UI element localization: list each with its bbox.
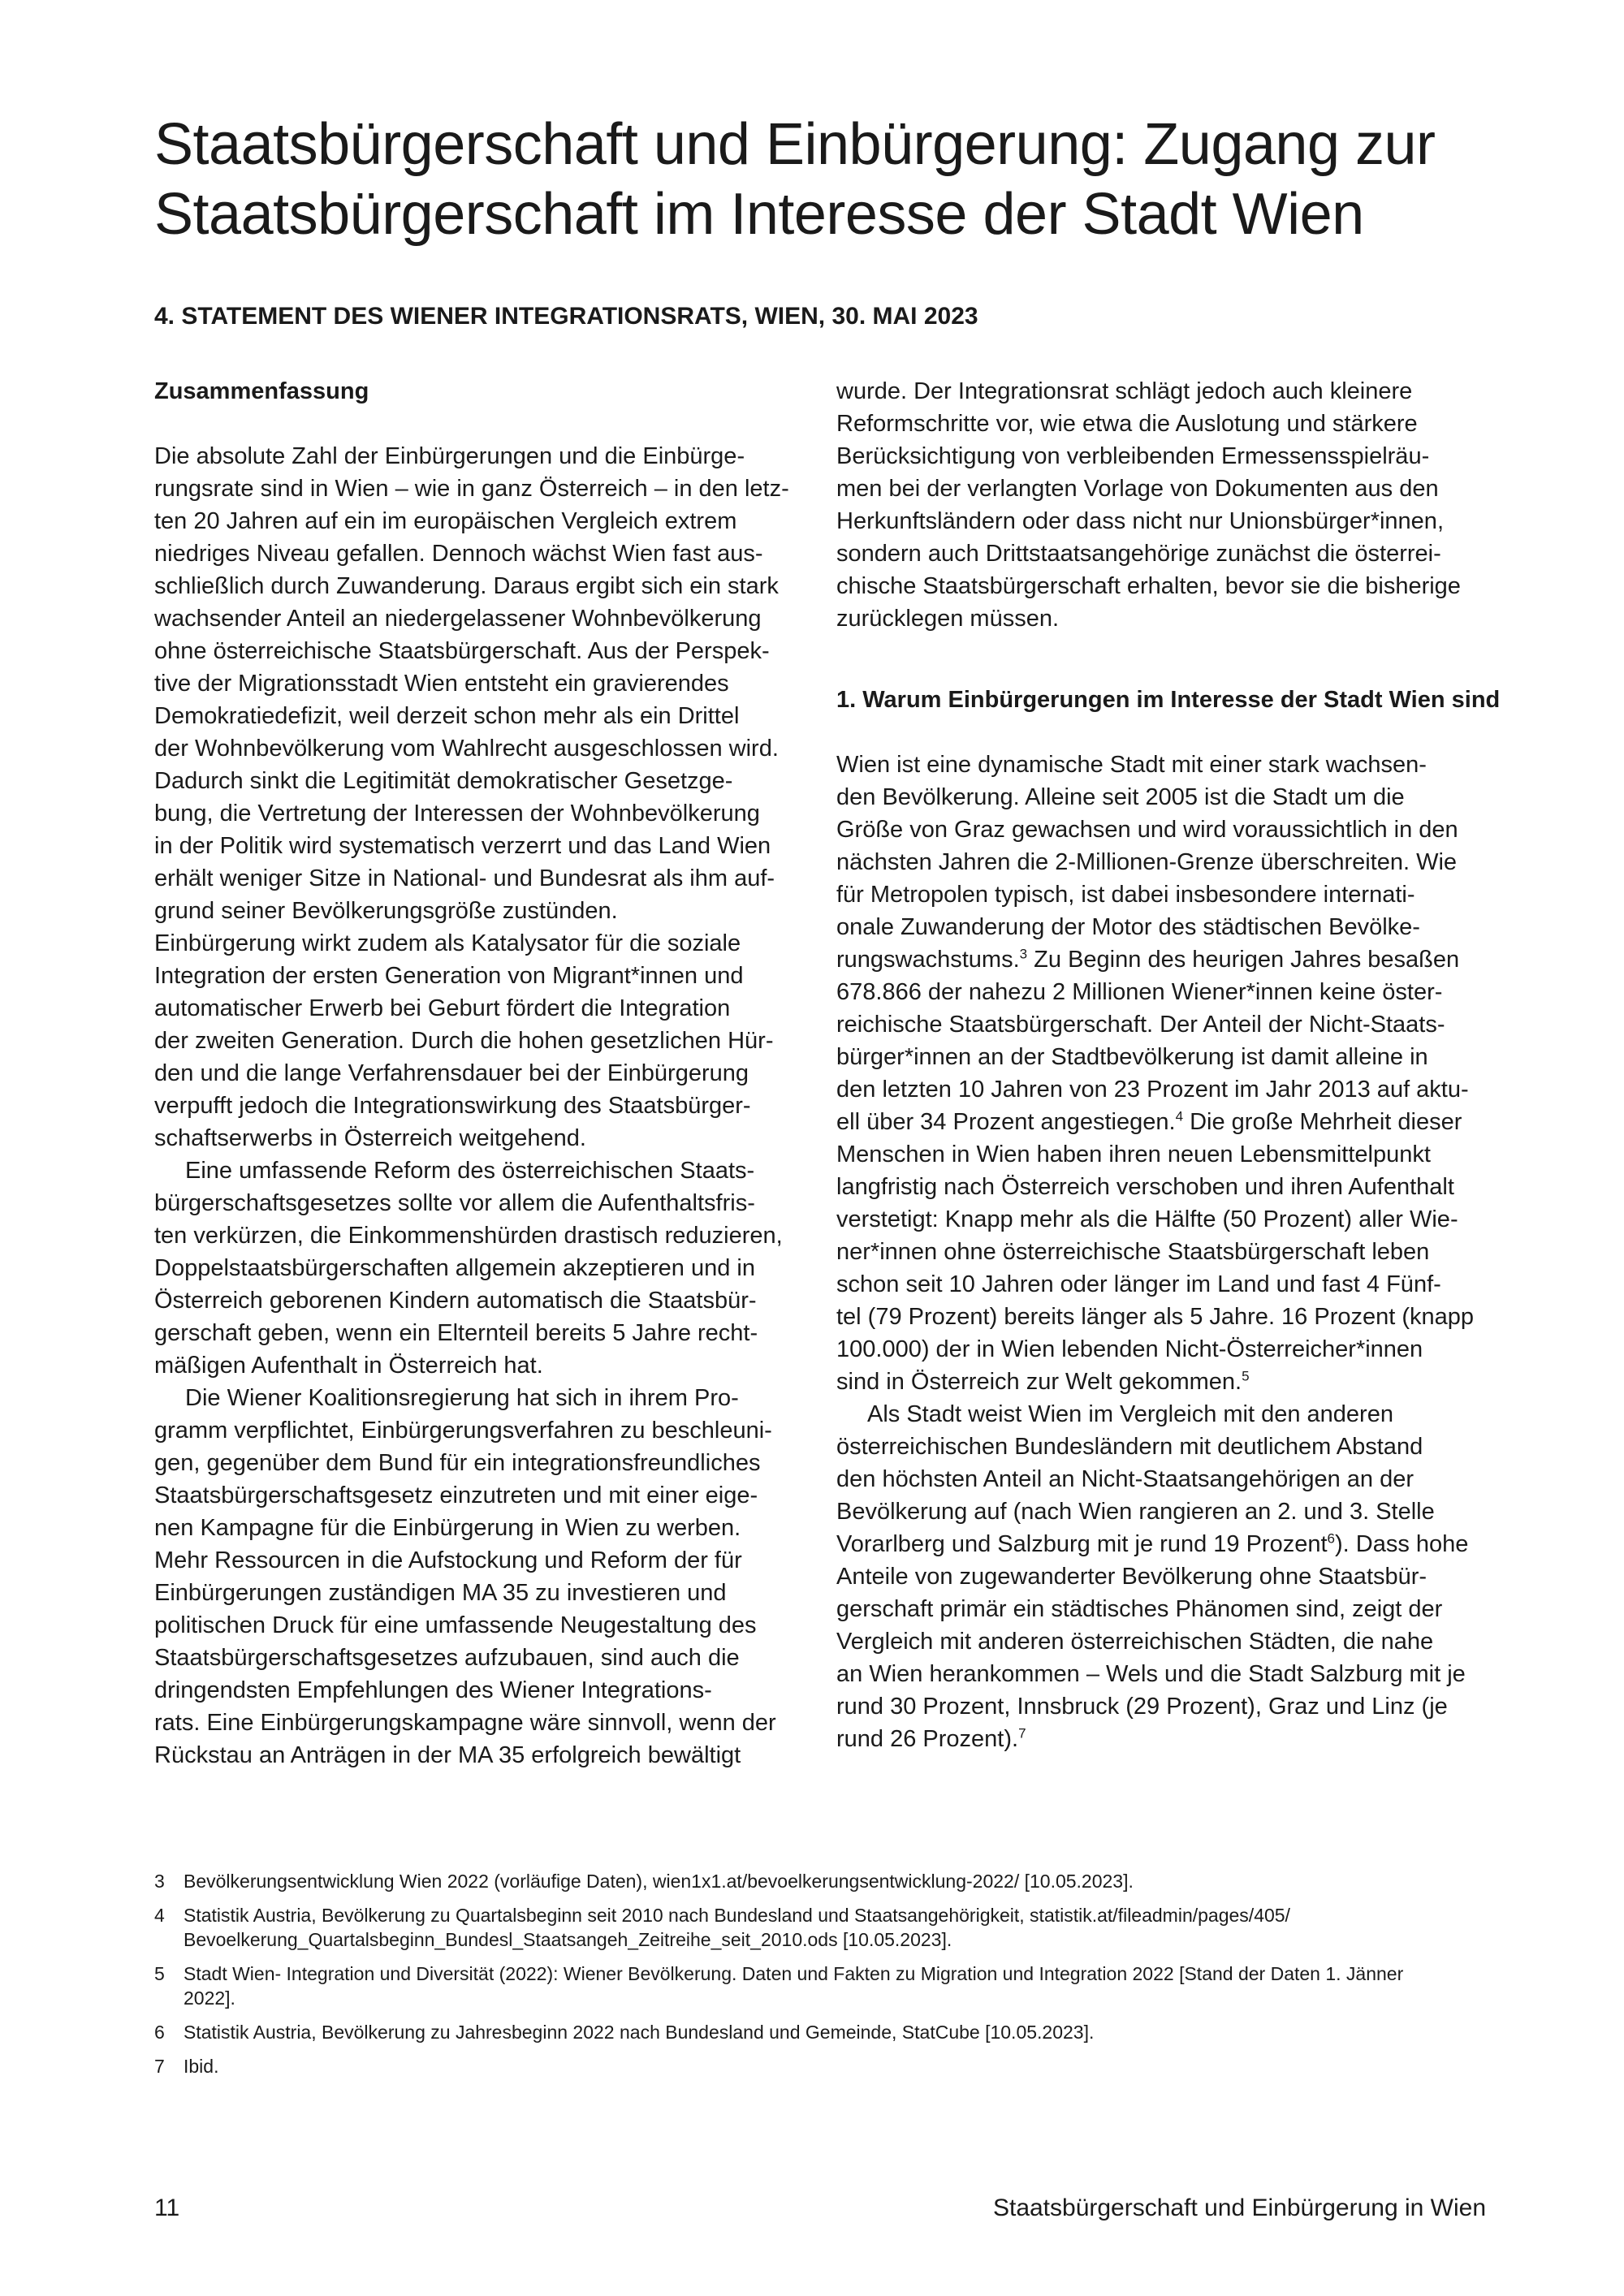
text-line: wurde. Der Integrationsrat schlägt jedoch auch kleinere: [836, 378, 1413, 404]
text-line: gramm verpflichtet, Einbürgerungsverfahren zu beschleuni-: [154, 1418, 772, 1444]
footnote-text: Ibid.: [184, 2056, 219, 2077]
text-line: schon seit 10 Jahren oder länger im Land und fast 4 Fünf-: [836, 1271, 1441, 1297]
footnote-number: 3: [154, 1871, 165, 1892]
text-line: in der Politik wird systematisch verzerrt und das Land Wien: [154, 833, 771, 859]
section-1-paragraph-1: [836, 749, 1502, 1398]
title-line: Staatsbürgerschaft und Einbürgerung: Zugang zur: [154, 112, 1436, 177]
text-line: Die Wiener Koalitionsregierung hat sich in ihrem Pro-: [185, 1385, 739, 1411]
text-line: reichische Staatsbürgerschaft. Der Anteil der Nicht-Staats-: [836, 1012, 1445, 1038]
text-line: zurücklegen müssen.: [836, 606, 1060, 632]
footnote-number: 6: [154, 2022, 165, 2043]
text-line: wachsender Anteil an niedergelassener Wohnbevölkerung: [154, 606, 762, 632]
text-line: Die absolute Zahl der Einbürgerungen und die Einbürge-: [154, 443, 745, 469]
text-line: rats. Eine Einbürgerungskampagne wäre sinnvoll, wenn der: [154, 1710, 776, 1736]
text-line: an Wien herankommen – Wels und die Stadt Salzburg mit je: [836, 1661, 1466, 1687]
text-line: bürger*innen an der Stadtbevölkerung ist damit alleine in: [836, 1044, 1428, 1070]
summary-paragraph-3: [154, 1382, 820, 1772]
footnote-text: Statistik Austria, Bevölkerung zu Quartalsbeginn seit 2010 nach Bundesland und Staatsangehörigkeit, statistik.at/fileadmin/pages/405/: [184, 1905, 1290, 1926]
title-line: Staatsbürgerschaft im Interesse der Stadt Wien: [154, 182, 1364, 247]
text-line: rund 26 Prozent).$^7$: [836, 1725, 1026, 1752]
text-line: gerschaft primär ein städtisches Phänomen sind, zeigt der: [836, 1596, 1443, 1622]
text-line: grund seiner Bevölkerungsgröße zustünden.: [154, 898, 618, 924]
footnote-text: Bevölkerungsentwicklung Wien 2022 (vorläufige Daten), wien1x1.at/bevoelkerungsentwicklung-2022/ [10.05.2023].: [184, 1871, 1134, 1892]
footnote-number: 7: [154, 2056, 165, 2077]
text-line: Rückstau an Anträgen in der MA 35 erfolgreich bewältigt: [154, 1742, 741, 1768]
text-line: nächsten Jahren die 2-Millionen-Grenze überschreiten. Wie: [836, 849, 1458, 875]
page-number: 11: [154, 2195, 180, 2221]
text-line: der Wohnbevölkerung vom Wahlrecht ausgeschlossen wird.: [154, 736, 779, 762]
text-line: automatischer Erwerb bei Geburt fördert die Integration: [154, 995, 731, 1021]
footnote-text: 2022].: [184, 1987, 235, 2009]
text-line: bung, die Vertretung der Interessen der Wohnbevölkerung: [154, 801, 760, 826]
text-line: ell über 34 Prozent angestiegen.$^4$ Die große Mehrheit dieser: [836, 1108, 1462, 1135]
text-line: men bei der verlangten Vorlage von Dokumenten aus den: [836, 476, 1439, 502]
text-line: den Bevölkerung. Alleine seit 2005 ist die Stadt um die: [836, 784, 1405, 810]
text-line: tive der Migrationsstadt Wien entsteht ein gravierendes: [154, 671, 729, 697]
footnotes: [154, 1869, 1486, 2088]
text-line: sind in Österreich zur Welt gekommen.$^5$: [836, 1368, 1250, 1395]
text-line: niedriges Niveau gefallen. Dennoch wächst Wien fast aus-: [154, 541, 763, 567]
text-line: sondern auch Drittstaatsangehörige zunächst die österrei-: [836, 541, 1441, 567]
text-line: gerschaft geben, wenn ein Elternteil bereits 5 Jahre recht-: [154, 1320, 758, 1346]
footnote-ref-5[interactable]: 5: [1242, 1368, 1250, 1384]
text-line: verpufft jedoch die Integrationswirkung des Staatsbürger-: [154, 1093, 751, 1119]
text-line: Wien ist eine dynamische Stadt mit einer stark wachsen-: [836, 752, 1427, 778]
text-line: Integration der ersten Generation von Migrant*innen und: [154, 963, 744, 989]
running-title: Staatsbürgerschaft und Einbürgerung in Wien: [992, 2195, 1486, 2221]
footnote-ref-3[interactable]: 3: [1019, 946, 1028, 962]
text-line: Größe von Graz gewachsen und wird voraussichtlich in den: [836, 817, 1458, 843]
text-line: Herkunftsländern oder dass nicht nur Unionsbürger*innen,: [836, 508, 1444, 534]
text-line: langfristig nach Österreich verschoben und ihren Aufenthalt: [836, 1174, 1454, 1200]
footnote: [154, 1869, 1486, 1893]
text-line: 100.000) der in Wien lebenden Nicht-Österreicher*innen: [836, 1336, 1423, 1362]
text-line: Mehr Ressourcen in die Aufstockung und Reform der für: [154, 1547, 742, 1573]
text-line: ohne österreichische Staatsbürgerschaft. Aus der Perspek-: [154, 638, 770, 664]
text-line: Bevölkerung auf (nach Wien rangieren an 2. und 3. Stelle: [836, 1499, 1435, 1525]
footnote-number: 5: [154, 1963, 165, 1984]
text-line: verstetigt: Knapp mehr als die Hälfte (50 Prozent) aller Wie-: [836, 1206, 1458, 1232]
section-heading-summary: Zusammenfassung: [154, 378, 369, 404]
right-column: [836, 375, 1502, 1755]
text-line: schaftserwerbs in Österreich weitgehend.: [154, 1125, 586, 1151]
text-line: rungswachstums.$^3$ Zu Beginn des heurigen Jahres besaßen: [836, 946, 1460, 973]
text-line: dringendsten Empfehlungen des Wiener Integrations-: [154, 1677, 712, 1703]
text-line: erhält weniger Sitze in National- und Bundesrat als ihm auf-: [154, 865, 775, 891]
text-line: Demokratiedefizit, weil derzeit schon mehr als ein Drittel: [154, 703, 740, 729]
text-line: Menschen in Wien haben ihren neuen Lebensmittelpunkt: [836, 1142, 1431, 1167]
footnote: [154, 2020, 1486, 2044]
text-line: den höchsten Anteil an Nicht-Staatsangehörigen an der: [836, 1466, 1414, 1492]
text-line: ten 20 Jahren auf ein im europäischen Vergleich extrem: [154, 508, 737, 534]
left-column: [154, 375, 820, 1772]
text-line: rungsrate sind in Wien – wie in ganz Österreich – in den letz-: [154, 476, 789, 502]
text-line: rund 30 Prozent, Innsbruck (29 Prozent), Graz und Linz (je: [836, 1694, 1448, 1720]
text-line: gen, gegenüber dem Bund für ein integrationsfreundliches: [154, 1450, 761, 1476]
footnote-text: Bevoelkerung_Quartalsbeginn_Bundesl_Staatsangeh_Zeitreihe_seit_2010.ods [10.05.2023].: [184, 1929, 952, 1950]
text-line: den und die lange Verfahrensdauer bei der Einbürgerung: [154, 1060, 749, 1086]
text-line: Einbürgerungen zuständigen MA 35 zu investieren und: [154, 1580, 727, 1606]
text-line: Staatsbürgerschaftsgesetzes aufzubauen, sind auch die: [154, 1645, 740, 1671]
footnote-text: Statistik Austria, Bevölkerung zu Jahresbeginn 2022 nach Bundesland und Gemeinde, StatCube [10.05.2023].: [184, 2022, 1095, 2043]
text-line: politischen Druck für eine umfassende Neugestaltung des: [154, 1612, 757, 1638]
text-line: österreichischen Bundesländern mit deutlichem Abstand: [836, 1434, 1423, 1460]
continued-paragraph: [836, 375, 1502, 635]
text-line: für Metropolen typisch, ist dabei insbesondere internati-: [836, 882, 1415, 908]
text-line: ten verkürzen, die Einkommenshürden drastisch reduzieren,: [154, 1223, 783, 1249]
text-line: tel (79 Prozent) bereits länger als 5 Jahre. 16 Prozent (knapp: [836, 1304, 1475, 1330]
footnote-ref-4[interactable]: 4: [1175, 1108, 1184, 1124]
summary-paragraph-2: [154, 1154, 820, 1382]
text-line: Staatsbürgerschaftsgesetz einzutreten und mit einer eige-: [154, 1482, 758, 1508]
text-line: Doppelstaatsbürgerschaften allgemein akzeptieren und in: [154, 1255, 755, 1281]
text-line: Reformschritte vor, wie etwa die Auslotung und stärkere: [836, 411, 1418, 437]
footnote: [154, 2054, 1486, 2078]
footnote-number: 4: [154, 1905, 165, 1926]
text-line: schließlich durch Zuwanderung. Daraus ergibt sich ein stark: [154, 573, 779, 599]
statement-subtitle: 4. STATEMENT DES WIENER INTEGRATIONSRATS, WIEN, 30. MAI 2023: [154, 303, 978, 330]
summary-paragraph-1: [154, 440, 820, 1154]
page-title: [154, 110, 1486, 249]
text-line: Als Stadt weist Wien im Vergleich mit den anderen: [867, 1401, 1393, 1427]
footnote: [154, 1903, 1486, 1952]
text-line: Vorarlberg und Salzburg mit je rund 19 Prozent$^6$). Dass hohe: [836, 1530, 1469, 1557]
text-line: ner*innen ohne österreichische Staatsbürgerschaft leben: [836, 1239, 1430, 1265]
text-line: bürgerschaftsgesetzes sollte vor allem die Aufenthaltsfris-: [154, 1190, 755, 1216]
text-line: der zweiten Generation. Durch die hohen gesetzlichen Hür-: [154, 1028, 774, 1054]
text-line: Vergleich mit anderen österreichischen Städten, die nahe: [836, 1629, 1434, 1655]
text-line: Dadurch sinkt die Legitimität demokratischer Gesetzge-: [154, 768, 733, 794]
footnote-ref-6[interactable]: 6: [1327, 1530, 1335, 1547]
text-line: onale Zuwanderung der Motor des städtischen Bevölke-: [836, 914, 1420, 940]
text-line: chische Staatsbürgerschaft erhalten, bevor sie die bisherige: [836, 573, 1461, 599]
footnote: [154, 1962, 1486, 2010]
text-line: nen Kampagne für die Einbürgerung in Wien zu werben.: [154, 1515, 741, 1541]
text-line: Österreich geborenen Kindern automatisch die Staatsbür-: [154, 1288, 757, 1314]
section-1-paragraph-2: [836, 1398, 1502, 1755]
text-line: Berücksichtigung von verbleibenden Ermessensspielräu-: [836, 443, 1430, 469]
text-line: Einbürgerung wirkt zudem als Katalysator für die soziale: [154, 930, 741, 956]
section-heading-1: 1. Warum Einbürgerungen im Interesse der Stadt Wien sind: [836, 687, 1501, 713]
text-line: Anteile von zugewanderter Bevölkerung ohne Staatsbür-: [836, 1564, 1427, 1590]
footnote-text: Stadt Wien- Integration und Diversität (2022): Wiener Bevölkerung. Daten und Fakten zu Migration und Integration 2022 [Stand der Daten 1. Jänner: [184, 1963, 1404, 1984]
text-line: 678.866 der nahezu 2 Millionen Wiener*innen keine öster-: [836, 979, 1443, 1005]
text-line: den letzten 10 Jahren von 23 Prozent im Jahr 2013 auf aktu-: [836, 1077, 1469, 1103]
footnote-ref-7[interactable]: 7: [1018, 1725, 1026, 1741]
text-line: Eine umfassende Reform des österreichischen Staats-: [185, 1158, 755, 1184]
text-line: mäßigen Aufenthalt in Österreich hat.: [154, 1353, 543, 1379]
